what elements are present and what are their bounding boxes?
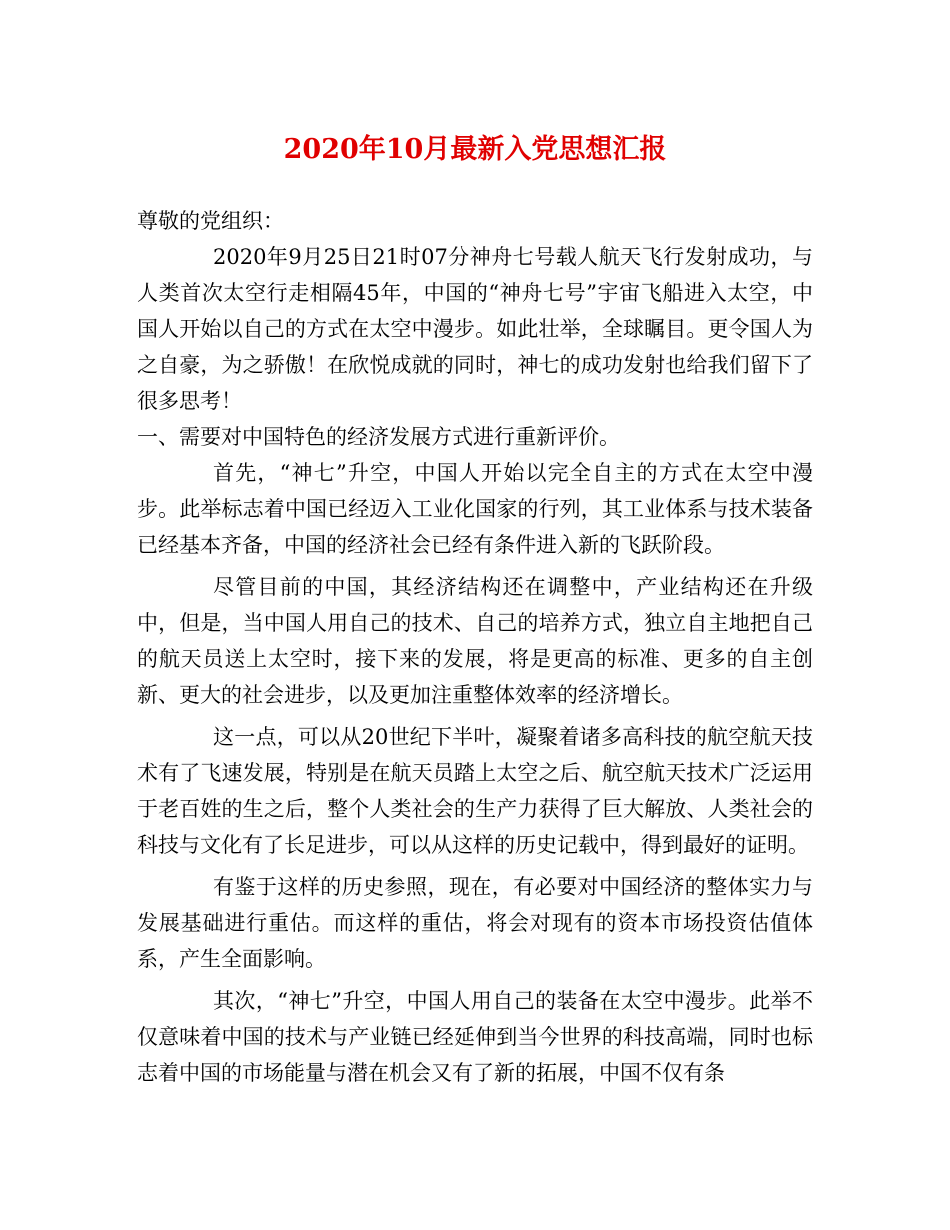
paragraph-intro: 2020年9月25日21时07分神舟七号载人航天飞行发射成功，与人类首次太空行走相隔45年，中国的“神舟七号”宇宙飞船进入太空，中国人开始以自己的方式在太空中漫步。如此壮举，全球瞩目。更令国人为之自豪，为之骄傲！在欣悦成就的同时，神七的成功发射也给我们留下了很多思考！	[137, 245, 813, 413]
section-heading-1: 一、需要对中国特色的经济发展方式进行重新评价。	[137, 425, 620, 449]
document-title: 2020年10月最新入党思想汇报	[283, 134, 667, 165]
paragraph-economic-structure: 尽管目前的中国，其经济结构还在调整中，产业结构还在升级中，但是，当中国人用自己的技术、自己的培养方式，独立自主地把自己的航天员送上太空时，接下来的发展，将是更高的标准、更多的自主创新、更大的社会进步，以及更加注重整体效率的经济增长。	[137, 575, 813, 707]
paragraph-first-point: 首先，“神七”升空，中国人开始以完全自主的方式在太空中漫步。此举标志着中国已经迈入工业化国家的行列，其工业体系与技术装备已经基本齐备，中国的经济社会已经有条件进入新的飞跃阶段。	[137, 461, 813, 557]
paragraph-second-point: 其次，“神七”升空，中国人用自己的装备在太空中漫步。此举不仅意味着中国的技术与产业链已经延伸到当今世界的科技高端，同时也标志着中国的市场能量与潜在机会又有了新的拓展，中国不仅有条	[137, 989, 813, 1085]
document-body	[137, 203, 813, 1091]
paragraph-history: 这一点，可以从20世纪下半叶，凝聚着诸多高科技的航空航天技术有了飞速发展，特别是在航天员踏上太空之后、航空航天技术广泛运用于老百姓的生之后，整个人类社会的生产力获得了巨大解放、人类社会的科技与文化有了长足进步，可以从这样的历史记载中，得到最好的证明。	[137, 725, 813, 857]
salutation: 尊敬的党组织：	[137, 209, 284, 233]
paragraph-reassessment: 有鉴于这样的历史参照，现在，有必要对中国经济的整体实力与发展基础进行重估。而这样的重估，将会对现有的资本市场投资估值体系，产生全面影响。	[137, 875, 813, 971]
